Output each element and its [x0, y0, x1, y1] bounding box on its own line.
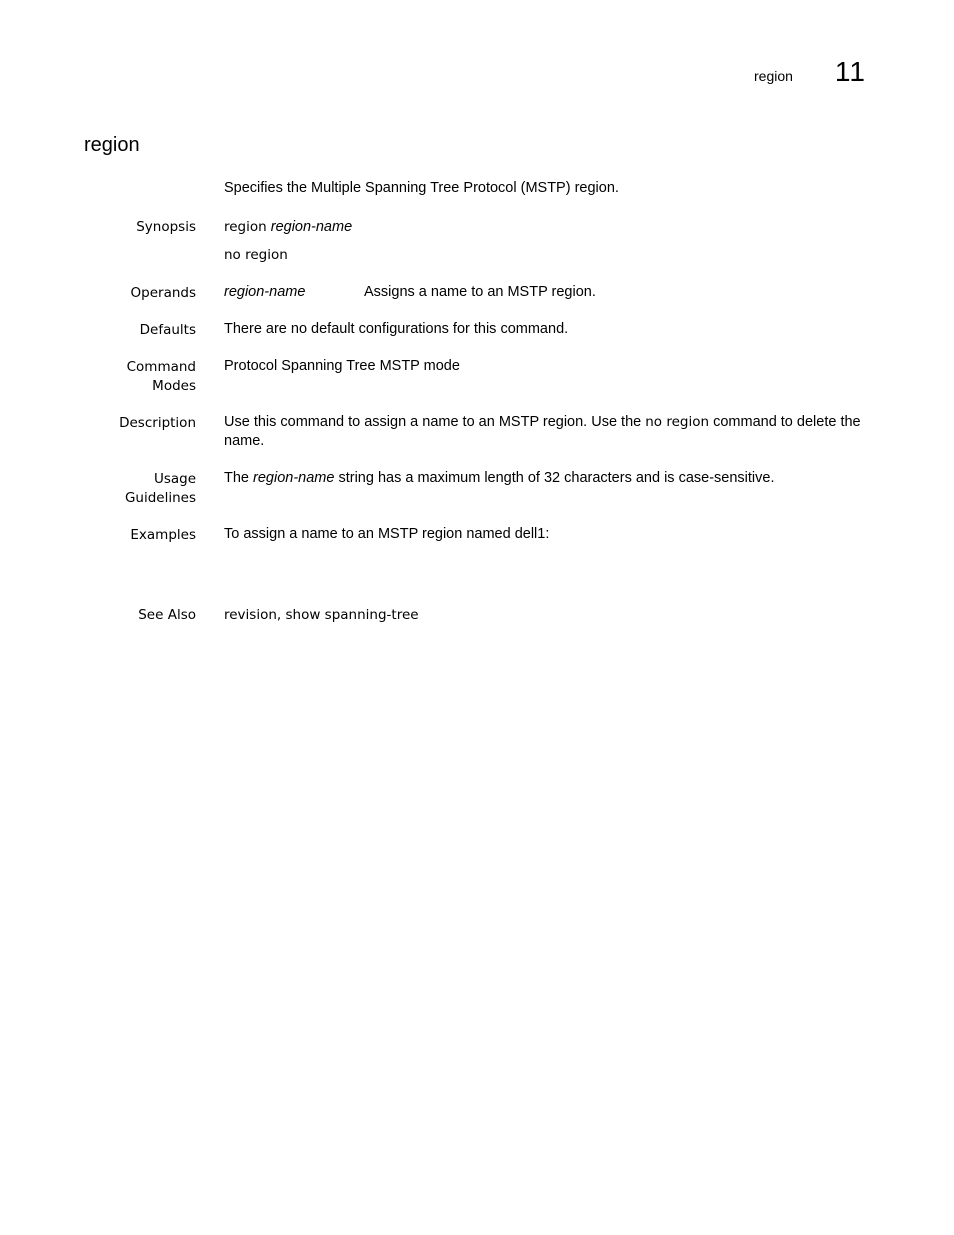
command-modes-label	[127, 358, 196, 396]
usage-text-after: string has a maximum length of 32 characters and is case-sensitive.	[334, 470, 775, 486]
description-text-after: command to delete the name.	[224, 414, 861, 449]
see-also-link-show-spanning-tree[interactable]: show spanning-tree	[285, 607, 419, 623]
usage-guidelines-label-line-2: Guidelines	[124, 490, 196, 506]
description-text-before: Use this command to assign a name to an MSTP region. Use the	[224, 414, 646, 430]
defaults-label: Defaults	[139, 322, 196, 338]
see-also-links	[224, 606, 419, 625]
operand-row	[224, 283, 596, 302]
running-title: region	[754, 68, 793, 84]
defaults-text: There are no default configurations for this command.	[224, 321, 569, 337]
command-modes-text: Protocol Spanning Tree MSTP mode	[224, 358, 460, 374]
command-modes-label-line-2: Modes	[152, 378, 196, 394]
command-modes-label-line-1: Command	[126, 359, 196, 375]
usage-guidelines-text	[224, 469, 872, 488]
examples-text: To assign a name to an MSTP region named dell1:	[224, 526, 550, 542]
operand-description: Assigns a name to an MSTP region.	[364, 284, 596, 300]
synopsis-command: region	[224, 219, 267, 235]
see-also-separator: ,	[276, 607, 286, 623]
description-label: Description	[119, 415, 196, 431]
operands-label: Operands	[130, 285, 196, 301]
usage-text-before: The	[224, 470, 254, 486]
chapter-number: 11	[834, 56, 866, 87]
see-also-label: See Also	[138, 607, 196, 623]
usage-argument: region-name	[253, 470, 335, 486]
see-also-link-revision[interactable]: revision	[224, 607, 277, 623]
running-header	[754, 56, 866, 88]
operand-name: region-name	[224, 284, 306, 300]
intro-text: Specifies the Multiple Spanning Tree Protocol (MSTP) region.	[224, 180, 619, 196]
synopsis-line-1	[224, 218, 352, 237]
synopsis-label: Synopsis	[136, 219, 196, 235]
synopsis-argument: region-name	[270, 219, 353, 235]
examples-label: Examples	[130, 527, 196, 543]
usage-guidelines-label	[125, 470, 196, 508]
usage-guidelines-label-line-1: Usage	[153, 471, 196, 487]
page-title: region	[84, 134, 140, 156]
synopsis-line-2: no region	[224, 247, 288, 263]
description-text	[224, 413, 872, 451]
description-command: no region	[645, 414, 710, 430]
